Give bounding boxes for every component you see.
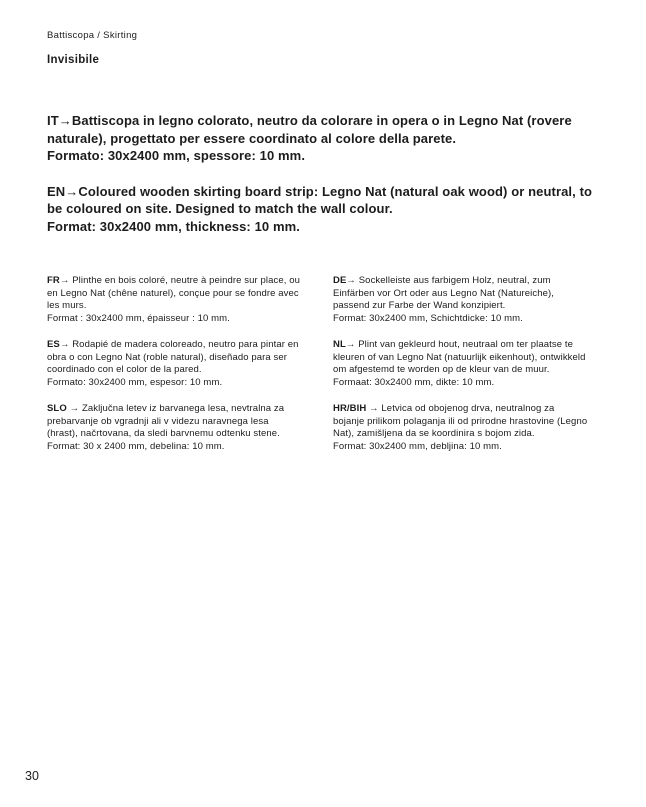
format-line-es: Formato: 30x2400 mm, espesor: 10 mm. bbox=[47, 376, 223, 388]
translation-paragraph-hrbih bbox=[333, 403, 588, 441]
format-line-slo: Format: 30 x 2400 mm, debelina: 10 mm. bbox=[47, 440, 225, 452]
arrow-icon: → bbox=[65, 183, 79, 199]
language-label-en: EN bbox=[47, 183, 66, 199]
translation-block-es bbox=[47, 339, 302, 389]
translation-paragraph-es bbox=[47, 339, 302, 377]
format-line-en: Format: 30x2400 mm, thickness: 10 mm. bbox=[47, 218, 300, 234]
format-line-nl: Formaat: 30x2400 mm, dikte: 10 mm. bbox=[333, 376, 495, 388]
translation-paragraph-nl bbox=[333, 339, 588, 377]
intro-paragraph-en bbox=[47, 183, 595, 218]
translation-text-hrbih: Letvica od obojenog drva, neutralnog za bojanje prilikom polaganja ili od prirodne hrastovine (Legno Nat), zamišljena da se koordinira s bojom zida. bbox=[333, 403, 588, 439]
translation-block-slo bbox=[47, 403, 302, 453]
intro-text-it: Battiscopa in legno colorato, neutro da colorare in opera o in Legno Nat (rovere naturale), progettato per essere coordinato al colore della parete. bbox=[47, 113, 572, 146]
translation-text-slo: Zaključna letev iz barvanega lesa, nevtralna za prebarvanje ob vgradnji ali v videzu naravnega lesa (hrast), načrtovana, da sledi barvnemu odtenku stene. bbox=[47, 403, 285, 439]
arrow-icon: → bbox=[59, 339, 73, 350]
translation-text-fr: Plinthe en bois coloré, neutre à peindre sur place, ou en Legno Nat (chêne naturel), conçue pour se fondre avec les murs. bbox=[47, 275, 300, 311]
intro-block-it bbox=[47, 112, 595, 165]
language-label-es: ES bbox=[47, 339, 60, 350]
language-label-nl: NL bbox=[333, 339, 346, 350]
translation-text-de: Sockelleiste aus farbigem Holz, neutral, zum Einfärben vor Ort oder aus Legno Nat (Natureiche), passend zur Farbe der Wand konzipiert. bbox=[333, 275, 554, 311]
arrow-icon: → bbox=[345, 339, 359, 350]
translation-text-nl: Plint van gekleurd hout, neutraal om ter plaatse te kleuren of van Legno Nat (natuurlijk eikenhout), ontwikkeld om afgestemd te worden op de kleur van de muur. bbox=[333, 339, 586, 375]
intro-paragraph-it bbox=[47, 112, 595, 147]
arrow-icon: → bbox=[366, 403, 382, 414]
translation-paragraph-de bbox=[333, 275, 588, 313]
translation-block-de bbox=[333, 275, 588, 325]
page-number: 30 bbox=[25, 769, 39, 783]
translation-text-es: Rodapié de madera coloreado, neutro para pintar en obra o con Legno Nat (roble natural), diseñado para ser coordinado con el color de la pared. bbox=[47, 339, 299, 375]
translation-block-fr bbox=[47, 275, 302, 325]
translation-paragraph-fr bbox=[47, 275, 302, 313]
translation-paragraph-slo bbox=[47, 403, 302, 441]
format-line-de: Format: 30x2400 mm, Schichtdicke: 10 mm. bbox=[333, 312, 523, 324]
intro-block-en bbox=[47, 183, 595, 236]
page-header bbox=[47, 30, 596, 66]
translation-block-hrbih bbox=[333, 403, 588, 453]
arrow-icon: → bbox=[59, 275, 73, 286]
intro-section bbox=[47, 112, 596, 235]
page-title: Invisibile bbox=[47, 54, 100, 66]
language-label-hrbih: HR/BIH bbox=[333, 403, 367, 414]
translation-block-nl bbox=[333, 339, 588, 389]
format-line-fr: Format : 30x2400 mm, épaisseur : 10 mm. bbox=[47, 312, 230, 324]
format-line-hrbih: Format: 30x2400 mm, debljina: 10 mm. bbox=[333, 440, 502, 452]
language-label-fr: FR bbox=[47, 275, 60, 286]
arrow-icon: → bbox=[346, 275, 359, 286]
intro-text-en: Coloured wooden skirting board strip: Legno Nat (natural oak wood) or neutral, to be coloured on site. Designed to match the wall colour. bbox=[47, 183, 593, 216]
column-right bbox=[333, 275, 588, 467]
column-left bbox=[47, 275, 302, 467]
format-line-it: Formato: 30x2400 mm, spessore: 10 mm. bbox=[47, 148, 306, 163]
arrow-icon: → bbox=[58, 113, 72, 128]
translations-section bbox=[47, 275, 596, 467]
language-label-slo: SLO bbox=[47, 403, 67, 414]
language-label-de: DE bbox=[333, 275, 347, 286]
arrow-icon: → bbox=[66, 403, 82, 414]
language-label-it: IT bbox=[47, 113, 59, 128]
breadcrumb: Battiscopa / Skirting bbox=[47, 30, 138, 41]
